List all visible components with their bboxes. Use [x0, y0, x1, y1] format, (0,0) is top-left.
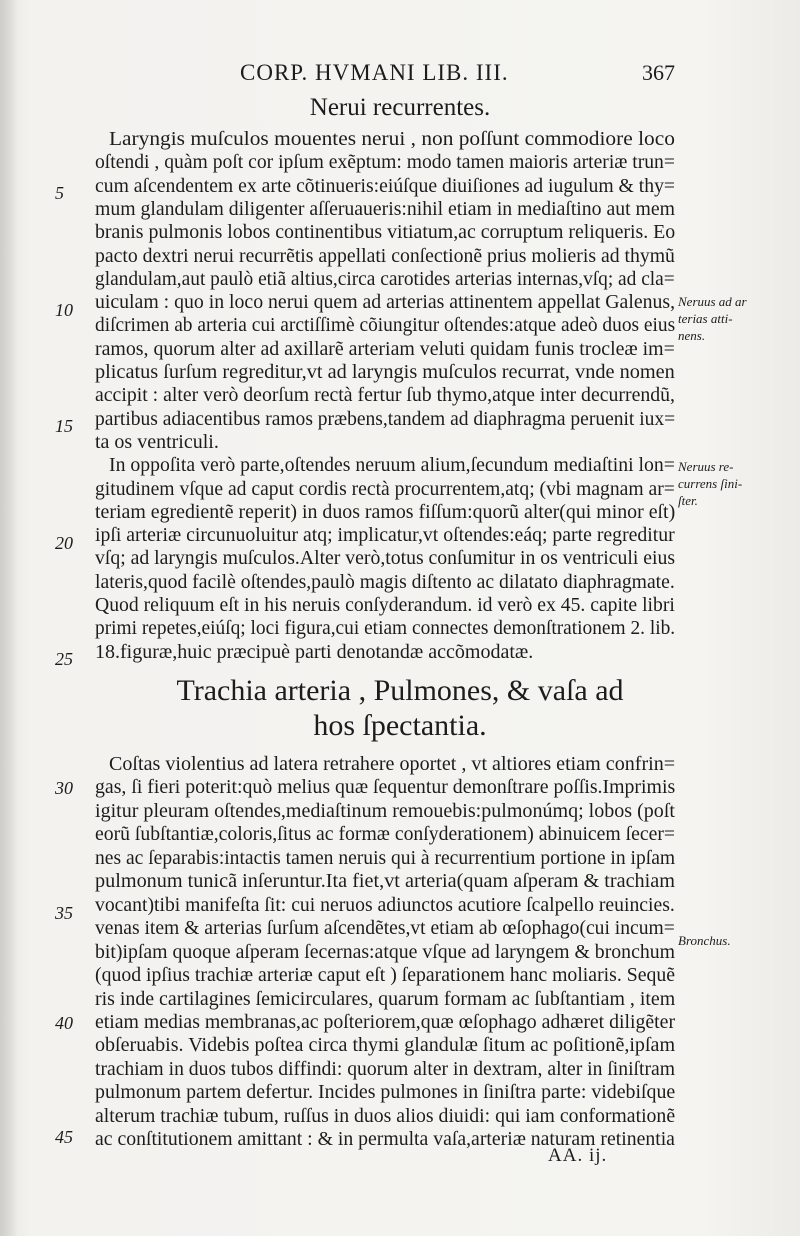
text-line — [95, 1080, 675, 1104]
line-number: 5 — [55, 183, 64, 203]
text-line — [95, 290, 675, 314]
text-line — [95, 267, 675, 291]
running-head: CORP. HVMANI LIB. III. — [240, 60, 509, 85]
text-line — [95, 916, 675, 940]
text-line — [95, 940, 675, 964]
text-line — [95, 477, 675, 501]
text-line — [95, 360, 675, 384]
text-line — [95, 963, 675, 987]
text-line — [95, 1010, 675, 1034]
text-line-content: diſcrimen ab arteria cui arctiſſimè cõiungitur oſtendes:atque adeò duos eius — [95, 314, 675, 337]
text-line-content: pacto dextri nerui recurrẽtis appellati conſectionẽ prius molieris ad thymũ — [95, 244, 675, 267]
text-line — [95, 174, 675, 198]
text-line — [95, 822, 675, 846]
line-number: 25 — [55, 649, 73, 669]
text-line-content: ramos, quorum alter ad axillarẽ arteriam veluti quidam funis trocleæ im= — [95, 337, 675, 360]
line-number: 35 — [55, 903, 73, 923]
text-line-content: teriam egredientẽ reperit) in duos ramos fiſſum:quorũ alter(qui minor eſt) — [95, 500, 675, 523]
margin-note-neruus-ad-arterias: Neruus ad ar terias atti- nens. — [678, 294, 747, 343]
signature-mark: AA. ij. — [548, 1145, 608, 1166]
line-number: 15 — [55, 416, 73, 436]
text-line-content: igitur pleuram oſtendes,mediaſtinum remouebis:pulmonúmq; lobos (poſt — [95, 799, 675, 822]
line-number: 30 — [55, 778, 73, 798]
text-line — [95, 150, 675, 174]
text-line — [95, 846, 675, 870]
text-line — [95, 220, 675, 244]
text-line-content: alterum trachiæ tubum, ruſſus in duos alios diuidi: qui iam conformationẽ — [95, 1104, 675, 1127]
text-line-content: Quod reliquum eſt in his neruis conſyderandum. id verò ex 45. capite libri — [95, 594, 675, 616]
text-line-content: gitudinem vſque ad caput cordis rectà procurrentem,atq; (vbi magnam ar= — [95, 477, 675, 500]
text-line — [95, 1033, 675, 1057]
text-line — [95, 570, 675, 594]
text-line — [95, 1104, 675, 1128]
text-line-content: plicatus ſurſum regreditur,vt ad laryngis muſculos recurrat, vnde nomen — [95, 361, 675, 383]
text-line-content: uiculam : quo in loco nerui quem ad arterias attinentem appellat Galenus, — [95, 291, 675, 314]
text-line — [95, 383, 675, 407]
text-line-content: oſtendi , quàm poſt cor ipſum exẽptum: modo tamen maioris arteriæ trun= — [95, 151, 675, 174]
section-title-trachia-line-2: hos ſpectantia. — [313, 709, 487, 742]
text-line — [95, 244, 675, 268]
text-line-content: ipſi arteriæ circunuoluitur atq; implicatur,vt oſtendes:eáq; parte regreditur — [95, 524, 675, 547]
text-line-content: glandulam,aut paulò etiã altius,circa carotides arterias internas,vſq; ad cla= — [95, 267, 675, 290]
text-line — [95, 799, 675, 823]
text-line-content: partibus adiacentibus ramos præbens,tandem ad diaphragma peruenit iux= — [95, 407, 675, 430]
text-line-content: etiam medias membranas,ac poſteriorem,quæ œſophago adhæret diligẽter — [95, 1010, 675, 1033]
text-line-content: branis pulmonis lobos continentibus vitiatum,ac corruptum reliqueris. Eo — [95, 221, 675, 244]
text-line-content: eorũ ſubſtantiæ,coloris,ſitus ac formæ conſyderationem) abinuicem ſecer= — [95, 823, 675, 846]
section-title-nerui-recurrentes: Nerui recurrentes. — [309, 94, 491, 121]
text-line — [95, 197, 675, 221]
line-number: 45 — [55, 1127, 73, 1147]
text-line — [95, 1057, 675, 1081]
text-line — [95, 523, 675, 547]
text-line-content: Coſtas violentius ad latera retrahere oportet , vt altiores etiam confrin= — [109, 753, 676, 775]
text-line-content: In oppoſita verò parte,oſtendes neruum alium,ſecundum mediaſtini lon= — [109, 454, 675, 477]
text-line — [95, 407, 675, 431]
gutter-shadow — [0, 0, 18, 1236]
text-line — [109, 453, 689, 477]
text-line-content: ris inde cartilagines ſemicirculares, quarum formam ac ſubſtantiam , item — [95, 987, 675, 1010]
text-line — [95, 430, 675, 454]
text-line-content: lateris,quod facilè oſtendes,paulò magis diſtento ac dilatato diaphragmate. — [95, 570, 675, 593]
text-line-content: ta os ventriculi. — [95, 430, 219, 453]
text-line-content: 18.figuræ,huic præcipuè parti denotandæ accõmodatæ. — [95, 640, 534, 663]
text-line — [95, 775, 675, 799]
text-line-content: vſq; ad laryngis muſculos.Alter verò,totus conſumitur in os ventriculi eius — [95, 547, 675, 570]
text-line — [95, 546, 675, 570]
section-title-trachia-line-1: Trachia arteria , Pulmones, & vaſa ad — [176, 674, 624, 707]
page-number: 367 — [642, 60, 675, 85]
text-line — [95, 337, 675, 361]
margin-note-neruus-recurrens: Neruus re- currens ſini- ſter. — [678, 459, 743, 508]
text-line — [95, 987, 675, 1011]
text-line-content: ac conſtitutionem amittant : & in permulta vaſa,arteriæ naturam retinentia — [95, 1128, 675, 1151]
text-line-content: gas, ſi fieri poterit:quò melius quæ ſequentur demonſtrare poſſis.Imprimis — [95, 776, 675, 799]
text-line-content: (quod ipſius trachiæ arteriæ caput eſt ) ſeparationem hanc moliaris. Sequẽ — [95, 964, 675, 987]
line-number: 10 — [55, 300, 73, 320]
text-line-content: nes ac ſeparabis:intactis tamen neruis qui à recurrentium portione in ipſam — [95, 846, 675, 869]
text-line-content: vocant)tibi manifeſta ſit: cui neruos adiunctos acutiore ſcalpello reuincies. — [95, 893, 675, 916]
text-line-content: mum glandulam diligenter aſſeruaueris:nihil etiam in mediaſtino aut mem — [95, 197, 675, 220]
text-line — [95, 500, 675, 524]
text-line — [109, 127, 689, 151]
text-line-content: obſeruabis. Videbis poſtea circa thymi glandulæ ſitum ac poſitionẽ,ipſam — [95, 1034, 675, 1057]
text-line-content: cum aſcendentem ex arte cõtinueris:eiúſque diuiſiones ad iugulum & thy= — [95, 174, 675, 197]
text-line — [95, 313, 675, 337]
text-line-content: trachiam in duos tubos diffindi: quorum alter in dextram, alter in ſiniſtram — [95, 1057, 675, 1080]
text-line-content: accipit : alter verò deorſum rectà fertur ſub thymo,atque inter decurrendũ, — [95, 384, 675, 407]
text-line-content: pulmonum partem defertur. Incides pulmones in ſiniſtra parte: videbiſque — [95, 1081, 675, 1104]
text-line-content: venas item & arterias ſurſum aſcendẽtes,vt etiam ab œſophago(cui incum= — [95, 917, 675, 940]
text-line — [95, 593, 675, 617]
text-line — [95, 640, 675, 664]
line-number: 20 — [55, 533, 73, 553]
text-line — [95, 616, 675, 640]
line-number: 40 — [55, 1013, 73, 1033]
text-line — [95, 869, 675, 893]
text-line — [95, 893, 675, 917]
text-line-content: Laryngis muſculos mouentes nerui , non poſſunt commodiore loco — [109, 128, 675, 150]
text-line-content: pulmonum tunicã inſeruntur.Ita fiet,vt arteria(quam aſperam & trachiam — [95, 870, 675, 893]
text-line-content: primi repetes,eiúſq; loci figura,cui etiam connectes demonſtrationem 2. lib. — [95, 617, 675, 640]
text-line-content: bit)ipſam quoque aſperam ſecernas:atque vſque ad laryngem & bronchum — [95, 940, 675, 963]
text-line — [109, 752, 689, 776]
margin-note-bronchus: Bronchus. — [678, 933, 731, 948]
